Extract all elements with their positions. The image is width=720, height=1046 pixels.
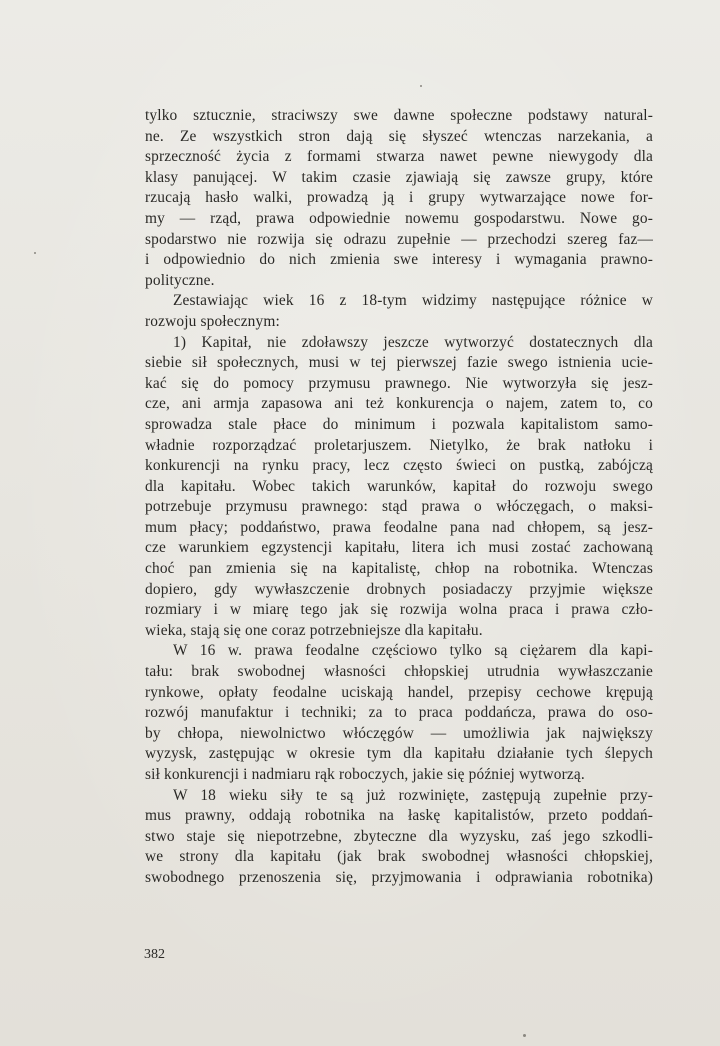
text-line: spodarstwo nie rozwija się odrazu zupełnie — przechodzi szereg faz— (145, 230, 653, 248)
paragraph-start-line: W 16 w. prawa feodalne częściowo tylko są ciężarem dla kapi- (173, 642, 653, 660)
text-line: swobodnego przenoszenia się, przyjmowania i odprawiania robotnika) (145, 868, 653, 886)
body-text (145, 106, 653, 889)
text-line: siebie sił społecznych, musi w tej pierwszej fazie swego istnienia ucie- (145, 354, 653, 372)
text-line: sił konkurencji i nadmiaru rąk roboczych, jakie się później wytworzą. (145, 766, 585, 783)
text-line: i odpowiednio do nich zmienia swe interesy i wymagania prawno- (145, 251, 653, 269)
text-line: by chłopa, niewolnictwo włóczęgów — umożliwia jak największy (145, 724, 653, 742)
text-line: choć pan zmienia się na kapitalistę, chłop na robotnika. Wtenczas (145, 560, 653, 578)
text-line: rozwoju społecznym: (145, 312, 280, 330)
paragraph-start-line: 1) Kapitał, nie zdoławszy jeszcze wytworzyć dostatecznych dla (173, 333, 653, 351)
text-line: mus prawny, oddają robotnika na łaskę kapitalistów, przeto poddań- (145, 807, 653, 825)
text-line: wieka, stają się one coraz potrzebniejsze dla kapitału. (145, 621, 483, 639)
text-line: sprzeczność życia z formami stwarza nawet pewne niewygody dla (145, 148, 653, 166)
text-line: stwo staje się niepotrzebne, zbyteczne dla wyzysku, zaś jego szkodli- (145, 827, 653, 845)
text-line: rozwój manufaktur i techniki; za to praca poddańcza, prawa do oso- (145, 704, 653, 722)
text-line: rzucają hasło walki, prowadzą ją i grupy wytwarzające nowe for- (145, 189, 653, 207)
page-number: 382 (144, 947, 165, 962)
text-line: potrzebuje przymusu prawnego: stąd prawa o włóczęgach, o maksi- (145, 498, 653, 516)
paper-speck (34, 252, 36, 254)
text-line: wyzysk, zastępując w okresie tym dla kapitału działanie tych ślepych (145, 745, 653, 763)
text-line: kać się do pomocy przymusu prawnego. Nie wytworzyła się jesz- (145, 374, 653, 392)
text-line: mum płacy; poddaństwo, prawa feodalne pana nad chłopem, są jesz- (145, 518, 653, 536)
text-line: cze warunkiem egzystencji kapitału, litera ich musi zostać zachowaną (145, 539, 653, 557)
text-line: tału: brak swobodnej własności chłopskiej utrudnia wywłaszczanie (145, 663, 653, 681)
text-line: klasy panującej. W takim czasie zjawiają się zawsze grupy, które (145, 168, 653, 186)
text-line: cze, ani armja zapasowa ani też konkurencja o najem, zatem to, co (145, 395, 653, 413)
text-line: rozmiary i w miarę tego jak się rozwija wolna praca i prawa czło- (145, 601, 653, 619)
text-line: polityczne. (145, 271, 215, 289)
text-line: władnie rozporządzać proletarjuszem. Nietylko, że brak natłoku i (145, 436, 653, 454)
paper-speck (420, 85, 422, 87)
text-line: tylko sztucznie, straciwszy swe dawne społeczne podstawy natural- (145, 107, 653, 124)
text-line: rynkowe, opłaty feodalne uciskają handel, przepisy cechowe krępują (145, 683, 653, 701)
text-line: ne. Ze wszystkich stron dają się słyszeć wtenczas narzekania, a (145, 127, 653, 145)
paper-speck (523, 1034, 526, 1037)
text-line: my — rząd, prawa odpowiednie nowemu gospodarstwu. Nowe go- (145, 209, 653, 227)
paragraph-start-line: Zestawiając wiek 16 z 18-tym widzimy następujące różnice w (173, 292, 653, 310)
text-line: we strony dla kapitału (jak brak swobodnej własności chłopskiej, (145, 848, 653, 866)
text-line: konkurencji na rynku pracy, lecz często świeci on pustką, zabójczą (145, 457, 653, 475)
text-line: dla kapitału. Wobec takich warunków, kapitał do rozwoju swego (145, 477, 653, 495)
text-line: sprowadza stale płace do minimum i pozwala kapitalistom samo- (145, 415, 653, 433)
text-line: dopiero, gdy wywłaszczenie drobnych posiadaczy przyjmie większe (145, 580, 653, 598)
paragraph-start-line: W 18 wieku siły te są już rozwinięte, zastępują zupełnie przy- (173, 786, 653, 804)
